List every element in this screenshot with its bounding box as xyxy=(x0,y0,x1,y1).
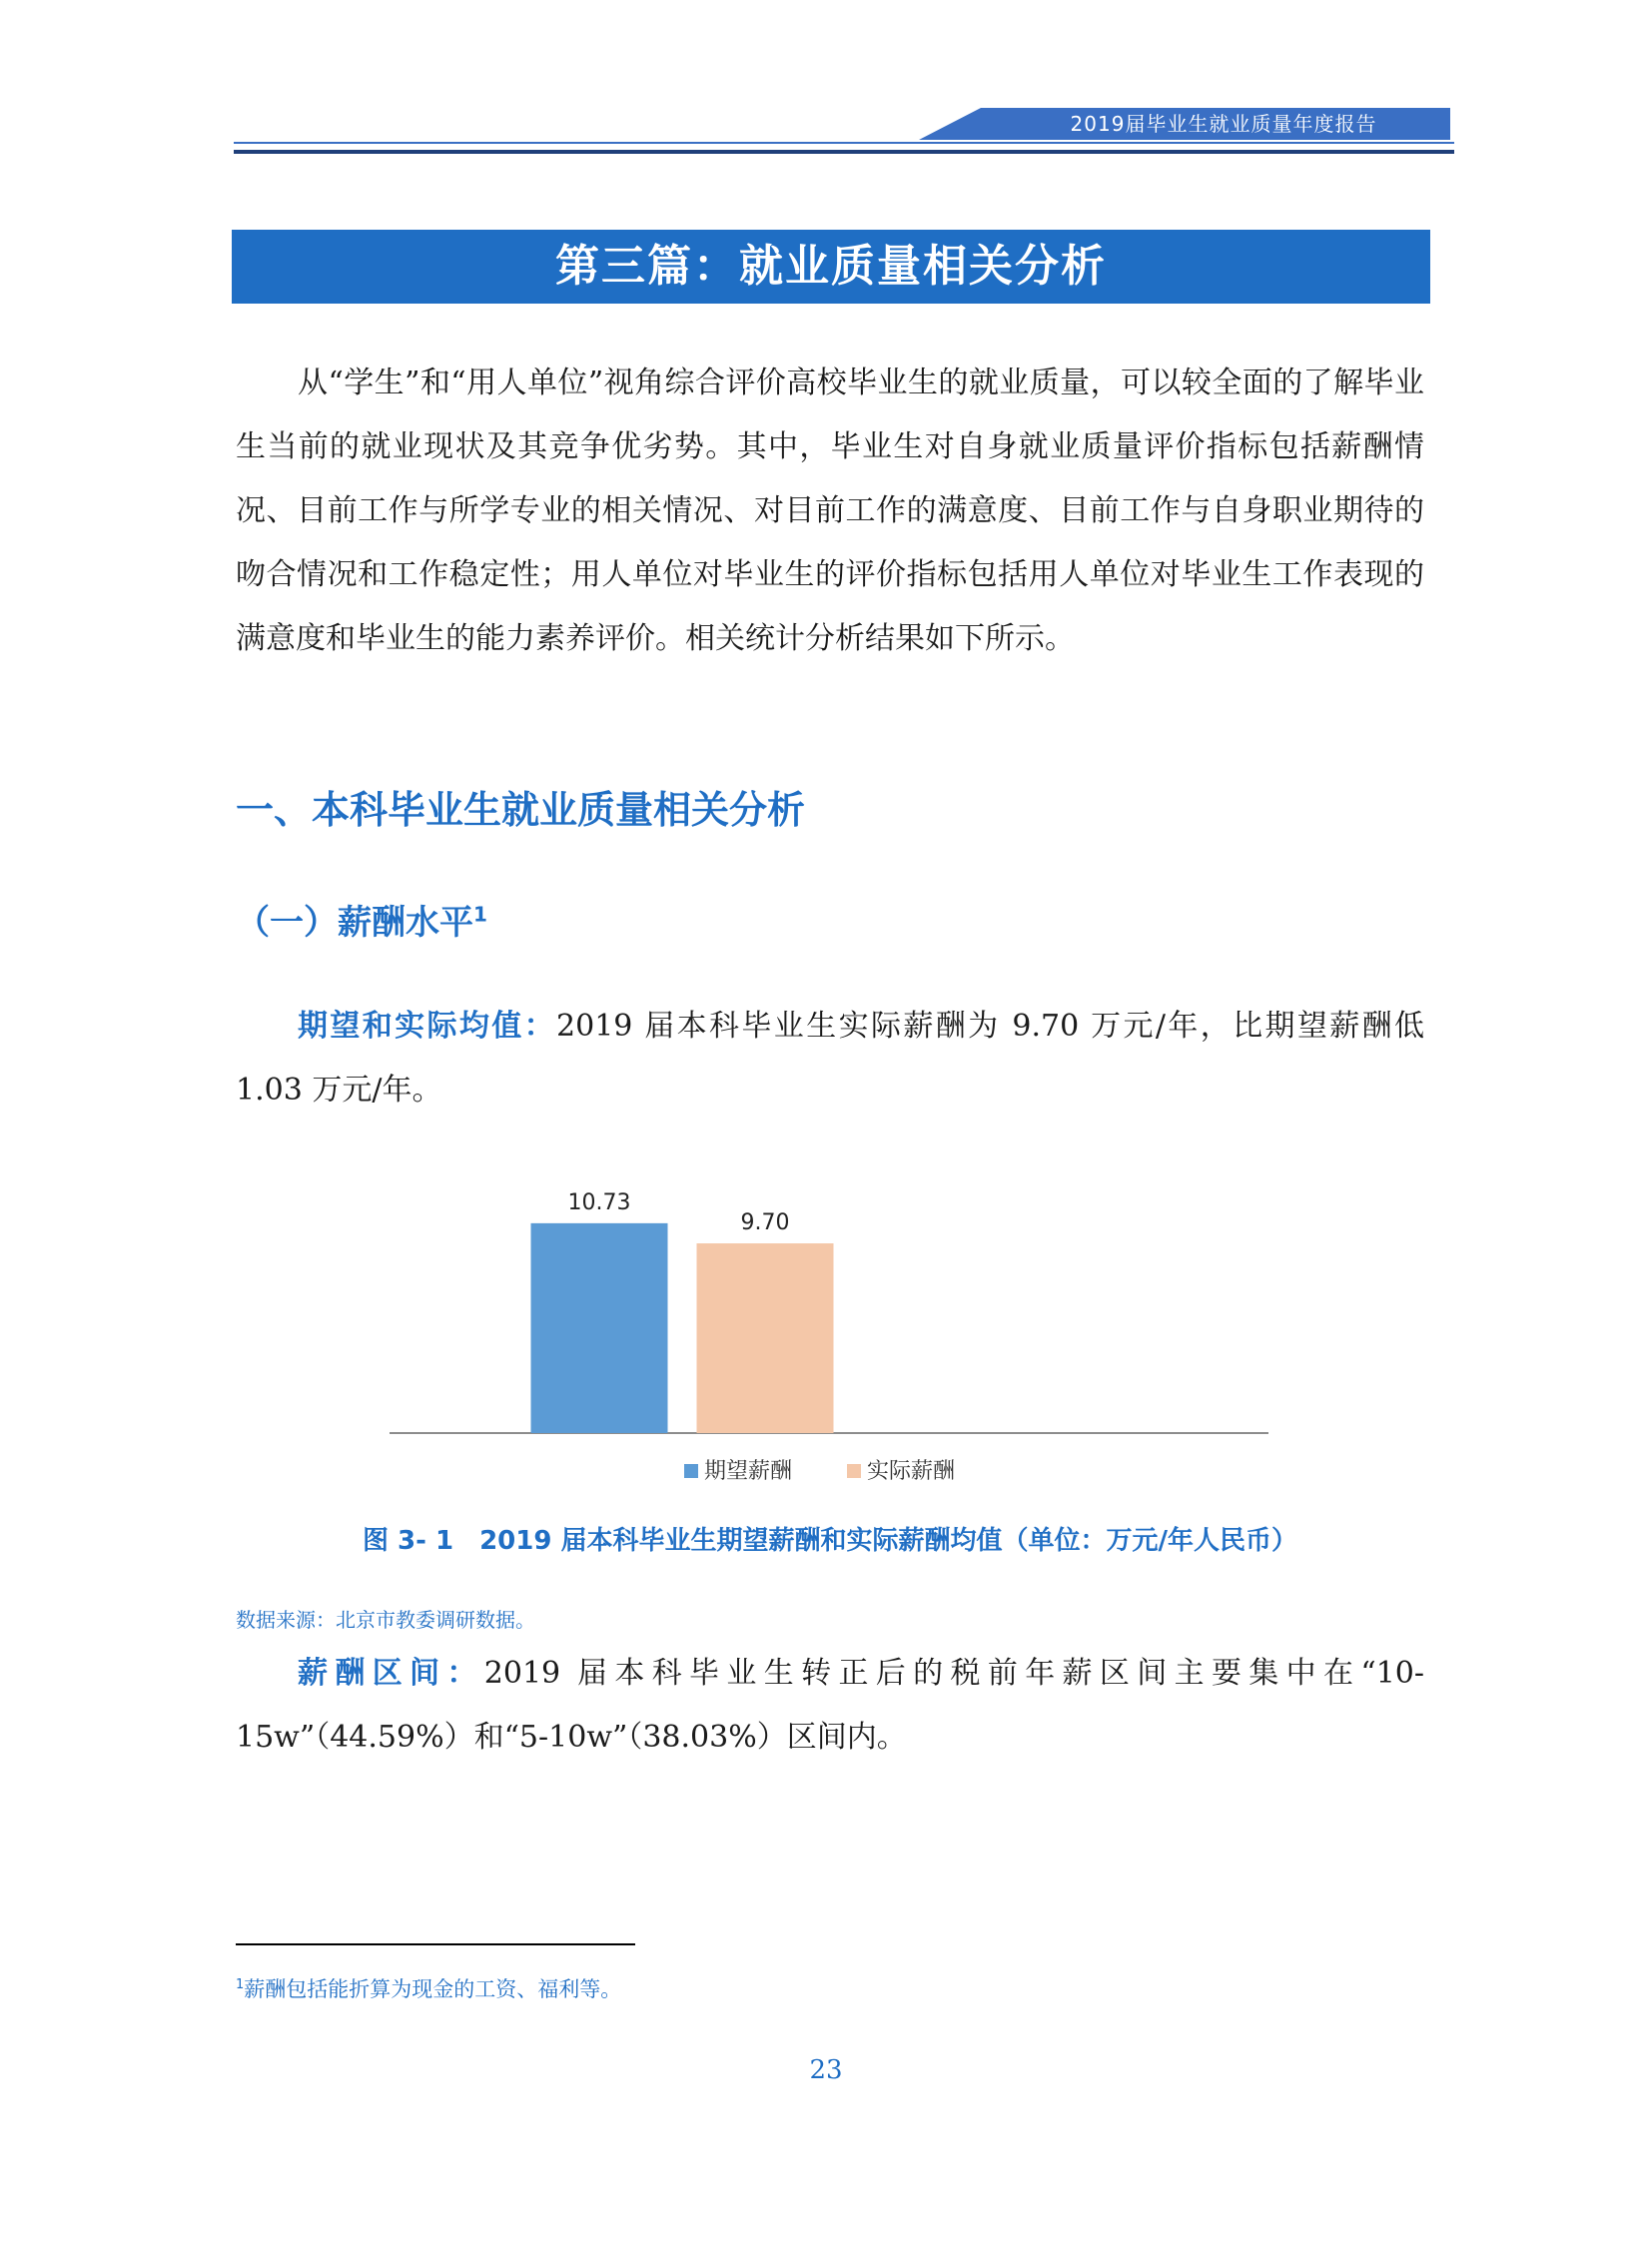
report-header-title: 2019届毕业生就业质量年度报告 xyxy=(1070,112,1377,136)
subsection-heading xyxy=(236,895,487,944)
footnote-reference[interactable]: 1 xyxy=(473,902,487,927)
data-label-actual: 9.70 xyxy=(740,1210,790,1236)
bar-actual xyxy=(697,1243,834,1433)
footnote xyxy=(236,1973,621,2003)
footnote-divider xyxy=(236,1943,635,1945)
salary-range-lead: 薪酬区间： xyxy=(298,1656,484,1691)
data-label-expected: 10.73 xyxy=(567,1189,631,1215)
data-source-note: 数据来源：北京市教委调研数据。 xyxy=(236,1608,535,1632)
header-divider-thin xyxy=(234,142,1454,144)
salary-range-paragraph xyxy=(236,1642,1424,1770)
legend-label-expected: 期望薪酬 xyxy=(704,1459,793,1484)
section-heading: 一、本科毕业生就业质量相关分析 xyxy=(236,788,806,832)
header-divider-thick xyxy=(234,150,1454,154)
intro-paragraph: 从“学生”和“用人单位”视角综合评价高校毕业生的就业质量，可以较全面的了解毕业生当前的就业现状及其竞争优劣势。其中，毕业生对自身就业质量评价指标包括薪酬情况、目前工作与所学专业的相关情况、对目前工作的满意度、目前工作与自身职业期待的吻合情况和工作稳定性；用人单位对毕业生的评价指标包括用人单位对毕业生工作表现的满意度和毕业生的能力素养评价。相关统计分析结果如下所示。 xyxy=(236,366,1424,656)
mean-salary-paragraph xyxy=(236,995,1424,1122)
figure-caption: 图 3- 1 2019 届本科毕业生期望薪酬和实际薪酬均值（单位：万元/年人民币） xyxy=(363,1526,1297,1556)
part-title-banner: 第三篇：就业质量相关分析 xyxy=(232,230,1430,304)
bar-expected xyxy=(531,1223,668,1433)
legend-swatch-expected xyxy=(684,1464,698,1478)
mean-salary-text: 2019 届本科毕业生实际薪酬为 9.70 万元/年，比期望薪酬低 1.03 万元/年。 xyxy=(236,1009,1424,1108)
page-number: 23 xyxy=(809,2055,843,2085)
legend-label-actual: 实际薪酬 xyxy=(867,1459,956,1484)
subsection-title: （一）薪酬水平 xyxy=(236,903,473,943)
salary-bar-chart xyxy=(380,1178,1278,1498)
footnote-text: 薪酬包括能折算为现金的工资、福利等。 xyxy=(244,1977,622,2001)
chart-legend xyxy=(684,1459,955,1484)
mean-salary-lead: 期望和实际均值： xyxy=(298,1009,557,1044)
legend-swatch-actual xyxy=(847,1464,861,1478)
footnote-marker: 1 xyxy=(236,1977,245,1992)
salary-range-text: 2019 届本科毕业生转正后的税前年薪区间主要集中在“10-15w”（44.59%）和“5-10w”（38.03%）区间内。 xyxy=(236,1656,1425,1755)
